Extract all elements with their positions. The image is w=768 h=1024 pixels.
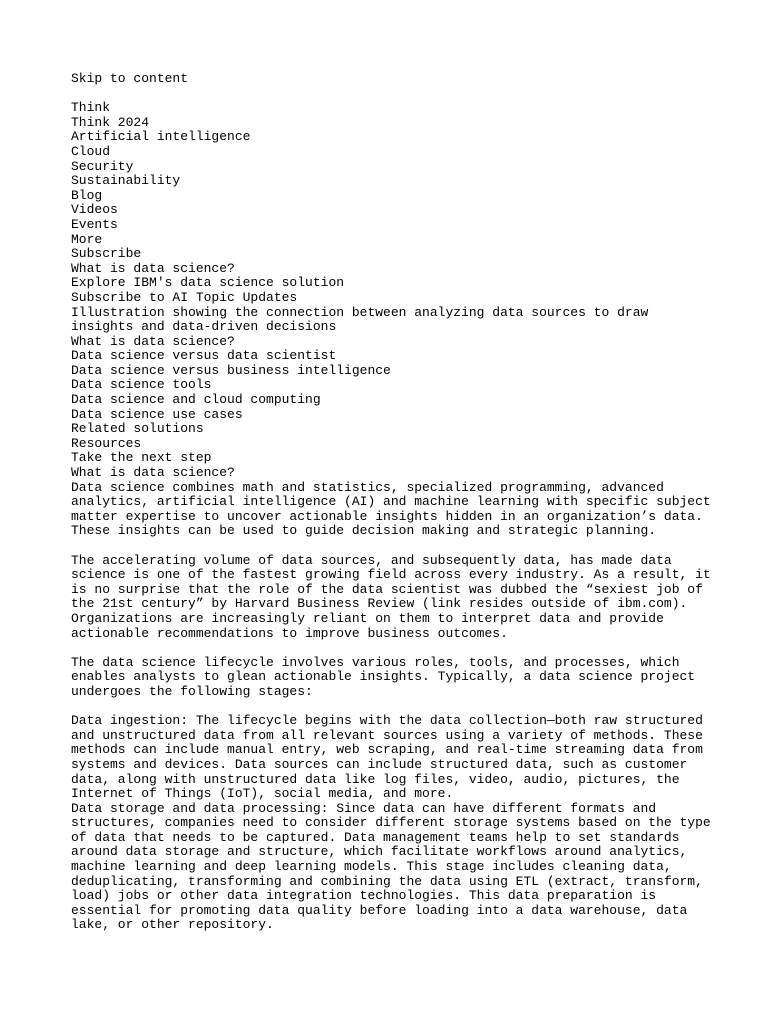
- nav-item-cloud[interactable]: Cloud: [71, 143, 111, 159]
- toc-item-data-science-vs-bi[interactable]: Data science versus business intelligence: [71, 362, 391, 378]
- subscribe-ai-updates-link[interactable]: Subscribe to AI Topic Updates: [71, 289, 298, 305]
- article-paragraph: The data science lifecycle involves various roles, tools, and processes, which enables analysts to glean actionable insights. Typically, a data science project undergoes the following stages:: [71, 654, 696, 699]
- toc-item-related-solutions[interactable]: Related solutions: [71, 421, 204, 437]
- nav-item-artificial-intelligence[interactable]: Artificial intelligence: [71, 129, 251, 145]
- top-nav: [71, 101, 711, 262]
- toc-item-data-science-tools[interactable]: Data science tools: [71, 377, 212, 393]
- nav-item-think[interactable]: Think: [71, 100, 111, 116]
- stage-data-ingestion: Data ingestion: The lifecycle begins with the data collection—both raw structured and unstructured data from all relevant sources using a variety of methods. These methods can include manual entry, web scraping, and real-time streaming data from systems and devices. Data sources can include structured data, such as customer data, along with unstructured data like log files, video, audio, pictures, the Internet of Things (IoT), social media, and more.: [71, 713, 703, 802]
- nav-item-blog[interactable]: Blog: [71, 187, 103, 203]
- nav-item-security[interactable]: Security: [71, 158, 134, 174]
- toc-item-what-is-data-science[interactable]: What is data science?: [71, 333, 235, 349]
- toc-item-data-science-vs-data-scientist[interactable]: Data science versus data scientist: [71, 348, 337, 364]
- spacer: [71, 87, 711, 102]
- spacer: [71, 700, 711, 715]
- page-title: What is data science?: [71, 260, 235, 276]
- toc-item-use-cases[interactable]: Data science use cases: [71, 406, 243, 422]
- nav-item-events[interactable]: Events: [71, 216, 118, 232]
- nav-item-subscribe[interactable]: Subscribe: [71, 246, 142, 262]
- skip-to-content-link[interactable]: Skip to content: [71, 71, 189, 86]
- article-paragraph: Data science combines math and statistics, specialized programming, advanced analytics, artificial intelligence (AI) and machine learning with specific subject matter expertise to uncover actionable insights hidden in an organization’s data. These insights can be used to guide decision making and strategic planning.: [71, 479, 711, 539]
- nav-item-more[interactable]: More: [71, 231, 103, 247]
- article-heading: What is data science?: [71, 465, 235, 481]
- toc-item-data-science-cloud[interactable]: Data science and cloud computing: [71, 392, 321, 408]
- explore-solution-link[interactable]: Explore IBM's data science solution: [71, 275, 345, 291]
- stage-data-storage-processing: Data storage and data processing: Since data can have different formats and structures, companies need to consider different storage systems based on the type of data that needs to be captured. Data management teams help to set standards around data storage and structure, which facilitate workflows around analytics, machine learning and deep learning models. This stage includes cleaning data, deduplicating, transforming and combining the data using ETL (extract, transform, load) jobs or other data integration technologies. This data preparation is essential for promoting data quality before loading into a data warehouse, data lake, or other repository.: [71, 800, 711, 933]
- nav-item-videos[interactable]: Videos: [71, 202, 118, 218]
- toc-item-next-step[interactable]: Take the next step: [71, 450, 212, 466]
- spacer: [71, 539, 711, 554]
- page-header: [71, 262, 711, 335]
- spacer: [71, 641, 711, 656]
- page-content: [71, 72, 711, 933]
- hero-image-alt-text: Illustration showing the connection between analyzing data sources to draw insights and data-driven decisions: [71, 304, 649, 335]
- article-paragraph: The accelerating volume of data sources, and subsequently data, has made data science is one of the fastest growing field across every industry. As a result, it is no surprise that the role of the data scientist was dubbed the “sexiest job of the 21st century” by Harvard Business Review (link resides outside of ibm.com). Organizations are increasingly reliant on them to interpret data and provide actionable recommendations to improve business outcomes.: [71, 552, 711, 641]
- nav-item-sustainability[interactable]: Sustainability: [71, 173, 181, 189]
- toc-item-resources[interactable]: Resources: [71, 435, 142, 451]
- article-body: [71, 466, 711, 933]
- table-of-contents: [71, 335, 711, 466]
- nav-item-think-2024[interactable]: Think 2024: [71, 114, 150, 130]
